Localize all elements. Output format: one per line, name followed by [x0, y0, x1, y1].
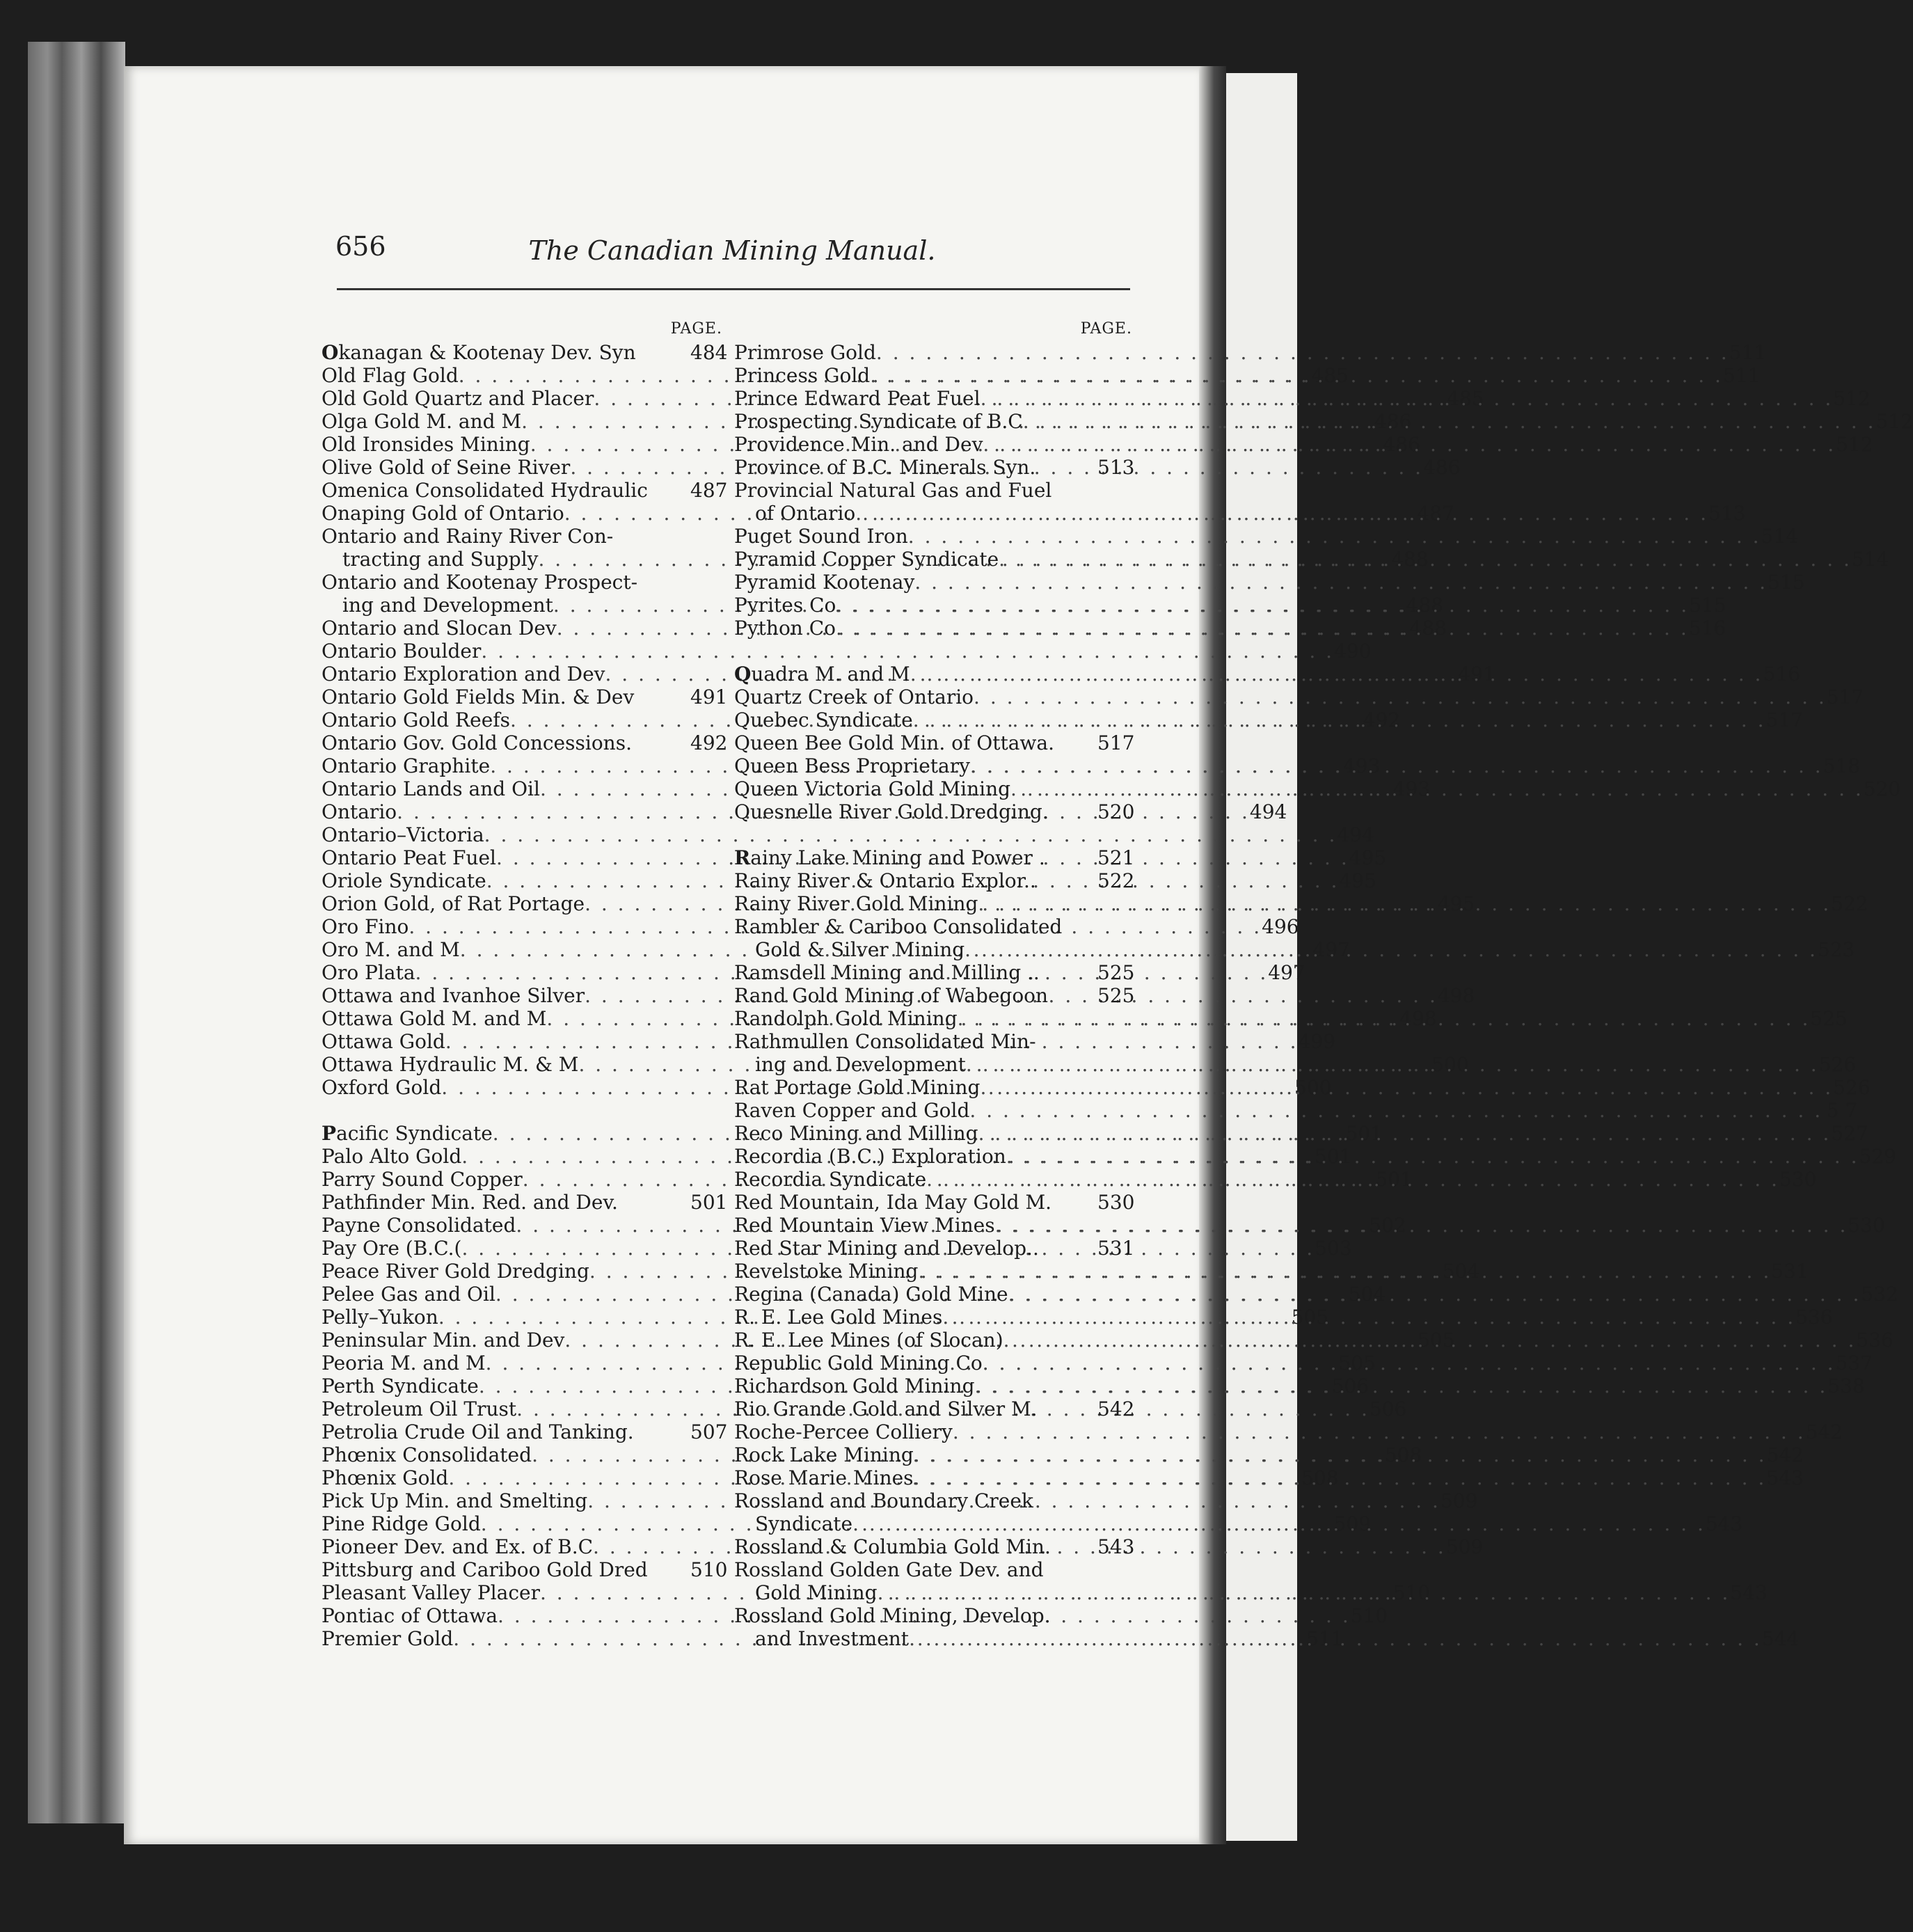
entry-page-number: 543 [1766, 1466, 1804, 1489]
entry-page-number: 520 [1097, 800, 1135, 823]
entry-name: Ontario Lands and Oil [322, 777, 540, 800]
index-entry [734, 571, 1805, 594]
entry-name: tracting and Supply [342, 548, 539, 571]
entry-page-number: 530 [1848, 1214, 1885, 1237]
entry-page-number: 544 [1761, 1627, 1800, 1650]
entry-page-number: 501 [1315, 1145, 1352, 1168]
entry-page-number: 512 [1836, 433, 1873, 456]
entry-page-number: 500 [1431, 1053, 1469, 1076]
entry-name: Peoria M. and M [322, 1352, 486, 1375]
dot-leader [1003, 1329, 1857, 1352]
index-entry [734, 479, 1132, 502]
entry-name: Pyramid Kootenay [734, 571, 915, 594]
entry-name: Rock Lake Mining [734, 1443, 914, 1466]
index-entry [734, 686, 1864, 708]
entry-name: Pelly–Yukon [322, 1306, 438, 1329]
entry-name: Republic Gold Mining Co [734, 1352, 983, 1375]
entry-name: Randolph Gold Mining [734, 1007, 958, 1030]
entry-page-number: 536 [1795, 1306, 1833, 1329]
entry-name: Red Mountain View Mines [734, 1214, 995, 1237]
entry-page-number: 529 [1859, 1145, 1896, 1168]
entry-page-number: 530 [1779, 1168, 1817, 1191]
index-entry [734, 869, 1135, 892]
entry-name: Pontiac of Ottawa [322, 1604, 498, 1627]
entry-page-number: 488 [1391, 548, 1429, 571]
entry-page-number: 487 [1417, 502, 1454, 525]
entry-page-number: 505 [1418, 1329, 1455, 1352]
entry-name: Rainy River Gold Mining [734, 892, 978, 915]
entry-name: Pay Ore (B.C.( [322, 1237, 462, 1260]
index-entry [734, 800, 1135, 823]
entry-page-number: 523 [1817, 938, 1855, 961]
entry-page-number: 486 [1383, 433, 1420, 456]
entry-name: Ontario Gold Reefs [322, 708, 510, 731]
entry-name: Ontario and Rainy River Con- [322, 525, 614, 548]
dot-leader [1010, 777, 1864, 800]
dot-leader [975, 1375, 1828, 1397]
dot-leader [1006, 1145, 1859, 1168]
entry-page-number: 531 [1097, 1237, 1135, 1260]
dot-leader [1008, 1283, 1862, 1306]
index-entry [734, 1397, 1135, 1420]
dot-leader [966, 1053, 1819, 1076]
entry-page-number: 514 [1761, 525, 1798, 548]
entry-name: ing and Development [342, 594, 553, 617]
entry-name: Ottawa Hydraulic M. & M [322, 1053, 579, 1076]
entry-page-number: 496 [1262, 915, 1299, 938]
entry-name: Princess Gold [734, 364, 871, 387]
entry-name: Queen Bee Gold Min. of Ottawa. [734, 731, 1054, 754]
entry-name: Ramsdell Mining and Milling .. [734, 961, 1040, 984]
dot-leader [926, 1168, 1779, 1191]
entry-name: Pyrites Co [734, 594, 836, 617]
entry-name: Petroleum Oil Trust [322, 1397, 517, 1420]
entry-page-number: 509 [1333, 1512, 1371, 1535]
entry-name: Pine Ridge Gold [322, 1512, 481, 1535]
dot-leader [983, 433, 1836, 456]
entry-name: Richardson Gold Mining [734, 1375, 975, 1397]
index-entry [734, 1237, 1135, 1260]
entry-name: Old Flag Gold [322, 364, 459, 387]
dot-leader [983, 1352, 1836, 1375]
entry-name: ing and Development [755, 1053, 966, 1076]
entry-name: Parry Sound Copper [322, 1168, 523, 1191]
entry-name: Ottawa Gold M. and M [322, 1007, 547, 1030]
entry-name: Rio Grande Gold and Silver M. [734, 1397, 1038, 1420]
entry-name: Oriole Syndicate [322, 869, 486, 892]
dot-leader [978, 1122, 1832, 1145]
dot-leader [965, 938, 1818, 961]
index-entry [734, 341, 1767, 364]
entry-page-number: 486 [1423, 456, 1461, 479]
entry-page-number: 504 [1442, 1260, 1480, 1283]
index-entry [322, 571, 725, 594]
entry-page-number: 513 [1097, 456, 1135, 479]
page-number: 656 [335, 231, 386, 262]
entry-name: Rambler & Cariboo Consolidated [734, 915, 1063, 938]
entry-page-number: 527 [1831, 1122, 1868, 1145]
entry-name: Oxford Gold [322, 1076, 442, 1099]
entry-page-number: 486 [1374, 410, 1412, 433]
running-title: The Canadian Mining Manual. [528, 235, 936, 266]
index-entry [734, 961, 1135, 984]
entry-name: Ontario Exploration and Dev [322, 663, 605, 686]
entry-page-number: 517 [1097, 731, 1135, 754]
entry-page-number: 499 [1298, 1030, 1336, 1053]
entry-page-number: 526 [1833, 1076, 1871, 1099]
dot-leader [913, 708, 1766, 731]
dot-leader [870, 364, 1723, 387]
entry-page-number: 485 [1447, 387, 1484, 410]
index-entry [734, 456, 1135, 479]
entry-name: Quartz Creek of Ontario [734, 686, 974, 708]
entry-name: and Investment [755, 1627, 910, 1650]
index-entry [322, 686, 728, 708]
index-entry [734, 1489, 1132, 1512]
entry-name: Perth Syndicate [322, 1375, 479, 1397]
entry-page-number: 521 [1097, 846, 1135, 869]
entry-page-number: 498 [1437, 984, 1475, 1007]
entry-page-number: 512 [1875, 410, 1913, 433]
index-entry [322, 525, 725, 548]
entry-page-number: 510 [1392, 1581, 1431, 1604]
entry-page-number: 515 [1689, 594, 1727, 617]
entry-page-number: 517 [1765, 708, 1803, 731]
entry-name: Phœnix Consolidated [322, 1443, 532, 1466]
entry-name: Old Gold Quartz and Placer [322, 387, 594, 410]
entry-page-number: 502 [1369, 1214, 1406, 1237]
entry-page-number: 520 [1863, 777, 1901, 800]
entry-page-number: 525 [1097, 984, 1135, 1007]
entry-name: Oro Plata [322, 961, 415, 984]
entry-name: Gold Mining [755, 1581, 878, 1604]
entry-name: Recordia Syndicate [734, 1168, 927, 1191]
dot-leader [876, 341, 1729, 364]
entry-page-number: 511 [1729, 341, 1767, 364]
dot-leader [970, 754, 1823, 777]
entry-name: Province of B.C. Minerals Syn. [734, 456, 1036, 479]
entry-page-number: 537 [1835, 1352, 1873, 1375]
entry-name: Python Co [734, 617, 836, 640]
entry-page-number: 531 [1771, 1260, 1809, 1283]
index-entry [734, 1604, 1132, 1627]
entry-name: Ontario Peat Fuel [322, 846, 497, 869]
entry-name: Rossland and Boundary Creek [734, 1489, 1033, 1512]
dot-leader [974, 686, 1827, 708]
entry-name: Olga Gold M. and M [322, 410, 522, 433]
entry-page-number: 494 [1249, 800, 1287, 823]
entry-name: Pleasant Valley Placer [322, 1581, 540, 1604]
entry-page-number: 488 [1406, 594, 1444, 617]
entry-name: Peace River Gold Dredging [322, 1260, 589, 1283]
entry-name: Rand Gold Mining of Wabegoon [734, 984, 1049, 1007]
index-entry [734, 525, 1798, 548]
dot-leader [908, 525, 1761, 548]
index-entry [322, 1558, 728, 1581]
entry-name: Omenica Consolidated Hydraulic [322, 479, 648, 502]
entry-page-number: 494 [1337, 823, 1374, 846]
entry-name: Ontario Gov. Gold Concessions. [322, 731, 632, 754]
entry-name: Pyramid Copper Syndicate [734, 548, 999, 571]
entry-page-number: 515 [1768, 571, 1805, 594]
entry-page-number: 511 [1722, 364, 1761, 387]
entry-name: Quesnelle River Gold Dredging. [734, 800, 1049, 823]
book-page-edges [28, 42, 125, 1823]
index-entry [734, 915, 1132, 938]
entry-name: Oro Fino [322, 915, 409, 938]
entry-page-number: 522 [1831, 892, 1868, 915]
entry-page-number: 512 [1833, 387, 1871, 410]
entry-page-number: 492 [690, 731, 728, 754]
index-entry [734, 1191, 1135, 1214]
entry-page-number: 493 [1342, 754, 1381, 777]
dot-leader [953, 1420, 1806, 1443]
entry-name: Syndicate [755, 1512, 853, 1535]
entry-name: Providence Min. and Dev [734, 433, 983, 456]
entry-name: Ontario and Kootenay Prospect- [322, 571, 638, 594]
entry-page-number: 507 [690, 1420, 728, 1443]
dot-leader [914, 1466, 1767, 1489]
entry-name: Peninsular Min. and Dev [322, 1329, 565, 1352]
entry-page-number: 5 7 [1826, 1099, 1858, 1122]
index-entry [322, 341, 728, 364]
entry-page-number: 491 [1458, 663, 1495, 686]
page-header [335, 225, 1129, 274]
entry-page-number: 543 [1730, 1581, 1768, 1604]
entry-name: R. E. Lee Gold Mines [734, 1306, 943, 1329]
entry-name: Ottawa Gold [322, 1030, 445, 1053]
entry-page-number: 495 [1349, 846, 1387, 869]
dot-leader [980, 1076, 1833, 1099]
entry-page-number: 501 [1345, 1122, 1383, 1145]
entry-page-number: 491 [690, 686, 728, 708]
entry-page-number: 504 [1348, 1283, 1386, 1306]
entry-name: Payne Consolidated [322, 1214, 516, 1237]
entry-page-number: 490 [1334, 640, 1372, 663]
entry-page-number: 543 [1097, 1535, 1135, 1558]
entry-name: Ontario [322, 800, 397, 823]
entry-page-number: 542 [1097, 1397, 1135, 1420]
header-rule [337, 288, 1130, 290]
entry-name: Pelee Gas and Oil [322, 1283, 495, 1306]
entry-page-number: 542 [1766, 1443, 1804, 1466]
dot-leader [852, 1512, 1706, 1535]
dot-leader [914, 1443, 1767, 1466]
index-entry [322, 823, 1374, 846]
entry-name: Red Mountain, Ida May Gold M. [734, 1191, 1052, 1214]
dot-leader [958, 1007, 1811, 1030]
entry-page-number: 484 [690, 341, 728, 364]
entry-name: Pathfinder Min. Red. and Dev. [322, 1191, 618, 1214]
entry-page-number: 517 [1826, 686, 1864, 708]
entry-name: Okanagan & Kootenay Dev. Syn [322, 341, 636, 364]
dot-leader [836, 594, 1689, 617]
entry-page-number: 493 [1392, 777, 1431, 800]
entry-page-number: 501 [690, 1191, 728, 1214]
index-entry [322, 1191, 728, 1214]
index-entry [322, 479, 728, 502]
entry-page-number: 538 [1827, 1375, 1865, 1397]
index-entry [734, 1420, 1843, 1443]
index-entry [322, 640, 1372, 663]
index-entry [734, 984, 1135, 1007]
entry-page-number: 488 [1409, 617, 1447, 640]
index-entry [322, 1420, 728, 1443]
entry-name: Regina (Canada) Gold Mine [734, 1283, 1008, 1306]
index-entry [734, 846, 1135, 869]
dot-leader [836, 617, 1689, 640]
entry-page-number: 508 [1384, 1443, 1422, 1466]
entry-name: Onaping Gold of Ontario [322, 502, 564, 525]
entry-page-number: 514 [1851, 548, 1889, 571]
entry-name: Rat Portage Gold Mining [734, 1076, 981, 1099]
index-entry [734, 1030, 1132, 1053]
entry-name: Rossland Gold Mining, Develop. [734, 1604, 1051, 1627]
entry-page-number: 492 [1363, 708, 1401, 731]
entry-name: Recordia (B.C.) Exploration [734, 1145, 1006, 1168]
entry-page-number: 498 [1399, 1007, 1437, 1030]
entry-name: Pittsburg and Cariboo Gold Dred [322, 1558, 648, 1581]
entry-page-number: 525 [1810, 1007, 1848, 1030]
entry-name: Rathmullen Consolidated Min- [734, 1030, 1036, 1053]
entry-name: Gold & Silver Mining [755, 938, 965, 961]
entry-page-number: 508 [1301, 1466, 1339, 1489]
entry-name: Prince Edward Peat Fuel [734, 387, 981, 410]
column-heading: PAGE. [670, 320, 722, 338]
entry-page-number: 505 [1338, 1352, 1376, 1375]
entry-page-number: 509 [1445, 1535, 1484, 1558]
entry-page-number: 500 [1294, 1076, 1332, 1099]
entry-name: Queen Bess Proprietary [734, 754, 970, 777]
entry-page-number: 506 [1331, 1375, 1370, 1397]
entry-page-number: 525 [1097, 961, 1135, 984]
entry-page-number: 497 [1312, 938, 1350, 961]
entry-page-number: 522 [1097, 869, 1135, 892]
entry-name: Petrolia Crude Oil and Tanking. [322, 1420, 634, 1443]
entry-name: Reco Mining and Milling [734, 1122, 978, 1145]
entry-name: Quadra M. and M [734, 663, 910, 686]
entry-name: Rainy River & Ontario Explor.. [734, 869, 1036, 892]
entry-name: Ontario–Victoria [322, 823, 484, 846]
entry-page-number: 495 [1437, 892, 1475, 915]
entry-name: Queen Victoria Gold Mining [734, 777, 1011, 800]
entry-name: Rose Marie Mines [734, 1466, 914, 1489]
entry-name: Pioneer Dev. and Ex. of B.C [322, 1535, 594, 1558]
entry-page-number: 543 [1705, 1512, 1743, 1535]
entry-page-number: 511 [1306, 1627, 1344, 1650]
dot-leader [981, 387, 1834, 410]
index-entry [322, 502, 1454, 525]
entry-name: Old Ironsides Mining [322, 433, 530, 456]
index-entry [322, 731, 728, 754]
entry-page-number: 495 [1339, 869, 1376, 892]
index-entry [734, 1099, 1858, 1122]
entry-name: Rossland Golden Gate Dev. and [734, 1558, 1044, 1581]
entry-name: Provincial Natural Gas and Fuel [734, 479, 1052, 502]
entry-name: Pick Up Min. and Smelting [322, 1489, 588, 1512]
entry-page-number: 542 [1805, 1420, 1843, 1443]
entry-page-number: 501 [1375, 1168, 1413, 1191]
entry-page-number: 513 [1708, 502, 1746, 525]
entry-name: Raven Copper and Gold [734, 1099, 970, 1122]
index-entry [734, 731, 1135, 754]
dot-leader [1023, 410, 1876, 433]
entry-name: Rainy Lake Mining and Power . [734, 846, 1045, 869]
dot-leader [995, 1214, 1848, 1237]
entry-page-number: 497 [1268, 961, 1305, 984]
entry-page-number: 516 [1688, 617, 1727, 640]
dot-leader [910, 663, 1763, 686]
entry-name: Primrose Gold [734, 341, 876, 364]
entry-name: Quebec Syndicate [734, 708, 913, 731]
entry-name: Oro M. and M [322, 938, 460, 961]
entry-page-number: 509 [1440, 1489, 1478, 1512]
dot-leader [878, 1581, 1731, 1604]
entry-page-number: 536 [1856, 1329, 1894, 1352]
entry-name: Red Star Mining and Develop.. [734, 1237, 1039, 1260]
entry-page-number: 485 [1311, 364, 1349, 387]
entry-name: Orion Gold, of Rat Portage [322, 892, 585, 915]
entry-page-number: 530 [1097, 1191, 1135, 1214]
dot-leader [914, 571, 1768, 594]
entry-name: Pacific Syndicate [322, 1122, 493, 1145]
dot-leader [918, 1260, 1771, 1283]
entry-name: Ontario and Slocan Dev [322, 617, 557, 640]
entry-page-number: 532 [1861, 1283, 1898, 1306]
dot-leader [855, 502, 1708, 525]
entry-page-number: 516 [1763, 663, 1800, 686]
entry-name: R. E. Lee Mines (of Slocan) [734, 1329, 1003, 1352]
dot-leader [942, 1306, 1795, 1329]
column-heading: PAGE. [1080, 320, 1132, 338]
entry-page-number: 505 [1291, 1306, 1329, 1329]
entry-name: Palo Alto Gold [322, 1145, 462, 1168]
dot-leader [909, 1627, 1762, 1650]
entry-page-number: 510 [1350, 1604, 1388, 1627]
index-entry [734, 1535, 1135, 1558]
entry-name: Roche-Percee Colliery [734, 1420, 953, 1443]
entry-name: Ontario Boulder [322, 640, 482, 663]
dot-leader [978, 892, 1831, 915]
entry-page-number: 487 [690, 479, 728, 502]
entry-page-number: 506 [1369, 1397, 1407, 1420]
dot-leader [969, 1099, 1823, 1122]
entry-page-number: 510 [690, 1558, 728, 1581]
entry-name: Ontario Graphite [322, 754, 491, 777]
entry-name: Premier Gold [322, 1627, 454, 1650]
entry-page-number: 503 [1315, 1237, 1352, 1260]
entry-name: Ottawa and Ivanhoe Silver [322, 984, 585, 1007]
entry-name: Puget Sound Iron [734, 525, 908, 548]
entry-page-number: 518 [1823, 754, 1861, 777]
entry-name: Prospecting Syndicate of B.C [734, 410, 1023, 433]
entry-name: Revelstoke Mining [734, 1260, 919, 1283]
entry-name: of Ontario [755, 502, 856, 525]
dot-leader [999, 548, 1852, 571]
entry-name: Olive Gold of Seine River [322, 456, 571, 479]
entry-name: Ontario Gold Fields Min. & Dev [322, 686, 635, 708]
index-entry [734, 1558, 1132, 1581]
entry-page-number: 526 [1818, 1053, 1857, 1076]
entry-name: Rossland & Columbia Gold Min. [734, 1535, 1051, 1558]
entry-name: Phœnix Gold [322, 1466, 449, 1489]
